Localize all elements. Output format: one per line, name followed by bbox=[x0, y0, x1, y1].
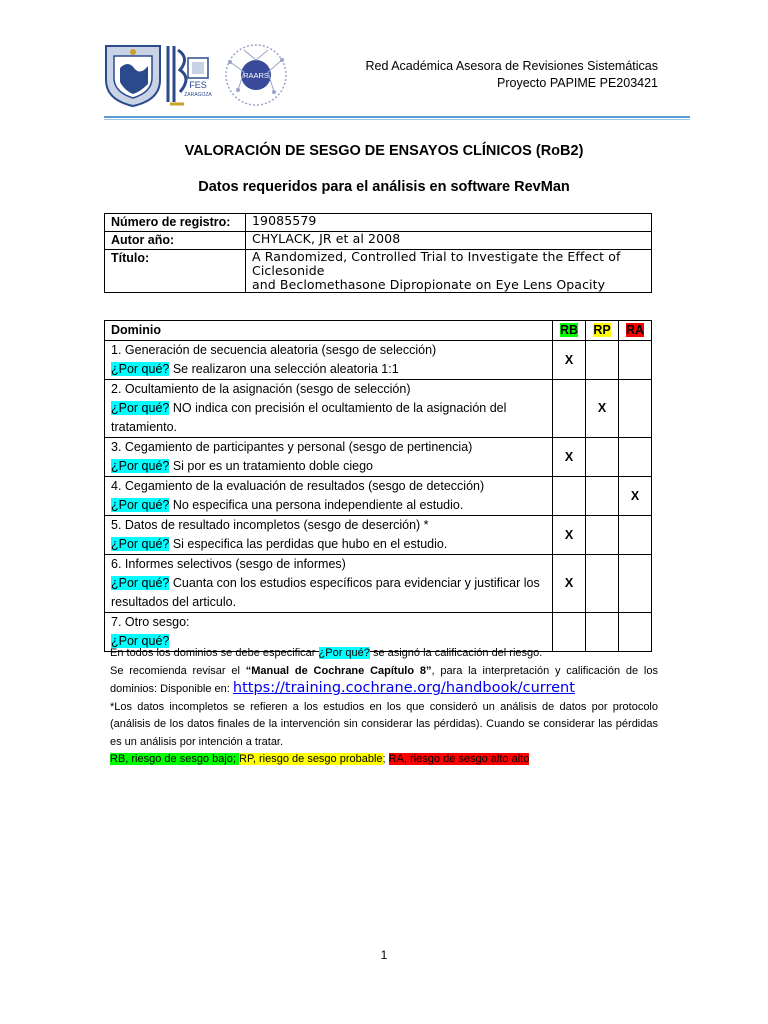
legend-ra: RA, riesgo de sesgo alto alto bbox=[388, 753, 530, 765]
page-number: 1 bbox=[380, 948, 388, 962]
why-label: ¿Por qué? bbox=[111, 362, 170, 376]
domain-cell bbox=[105, 341, 553, 380]
unam-shield-icon bbox=[106, 46, 160, 106]
rp-header-label: RP bbox=[593, 323, 611, 337]
raars-text: RAARS bbox=[243, 71, 269, 80]
domain-reason bbox=[111, 399, 546, 437]
author-year-value: CHYLACK, JR et al 2008 bbox=[246, 232, 652, 250]
rb-header-label: RB bbox=[559, 323, 579, 337]
domain-title: 1. Generación de secuencia aleatoria (sesgo de selección) bbox=[111, 343, 437, 357]
domain-title: 4. Cegamiento de la evaluación de resultados (sesgo de detección) bbox=[111, 479, 485, 493]
domain-row-3 bbox=[105, 438, 652, 477]
why-label: ¿Por qué? bbox=[111, 634, 170, 648]
rb-column-header bbox=[553, 321, 586, 341]
note-line-1 bbox=[110, 645, 658, 663]
ra-mark bbox=[619, 341, 652, 380]
study-title-value bbox=[246, 250, 652, 293]
raars-network-logo-icon bbox=[226, 45, 286, 105]
rp-mark bbox=[586, 555, 619, 613]
domain-row-2 bbox=[105, 380, 652, 438]
cochrane-handbook-link[interactable]: https://training.cochrane.org/handbook/current bbox=[232, 680, 575, 696]
note-incomplete-data: *Los datos incompletos se refieren a los estudios en los que consideró un análisis de datos por protocolo (análisis de los datos finales de la intervención sin considerar las pérdidas). Cuando se considerar las pérdidas es un análisis por intención a tratar. bbox=[110, 700, 658, 748]
study-title-line-3: and Beclomethasone Dipropionate on Eye Lens Opacity bbox=[252, 277, 606, 292]
fes-zaragoza-logo-icon bbox=[168, 46, 212, 104]
registry-row-author bbox=[105, 232, 652, 250]
study-title-line-1: A Randomized, Controlled Trial to Investigate the Effect of bbox=[252, 249, 621, 264]
header-line-1: Red Académica Asesora de Revisiones Sistemáticas bbox=[365, 59, 658, 73]
rb-mark bbox=[553, 380, 586, 438]
domain-row-6 bbox=[105, 555, 652, 613]
rb-mark: X bbox=[553, 438, 586, 477]
legend-rp: RP, riesgo de sesgo probable bbox=[239, 753, 383, 765]
notes-section bbox=[110, 645, 658, 769]
domain-table bbox=[104, 320, 652, 652]
rp-mark: X bbox=[586, 380, 619, 438]
ra-column-header bbox=[619, 321, 652, 341]
registry-row-title bbox=[105, 250, 652, 293]
rb-mark: X bbox=[553, 516, 586, 555]
domain-reason bbox=[111, 360, 546, 379]
reason-text: Se realizaron una selección aleatoria 1:1 bbox=[169, 362, 399, 376]
reason-text: Si por es un tratamiento doble ciego bbox=[169, 459, 373, 473]
ra-mark: X bbox=[619, 477, 652, 516]
registry-row-number bbox=[105, 214, 652, 232]
domain-reason bbox=[111, 457, 546, 476]
ra-mark bbox=[619, 438, 652, 477]
main-title: VALORACIÓN DE SESGO DE ENSAYOS CLÍNICOS (RoB2) bbox=[184, 143, 584, 159]
registry-number-value: 19085579 bbox=[246, 214, 652, 232]
domain-cell bbox=[105, 477, 553, 516]
domain-cell bbox=[105, 555, 553, 613]
why-label: ¿Por qué? bbox=[111, 401, 170, 415]
domain-title: 5. Datos de resultado incompletos (sesgo de deserción) * bbox=[111, 518, 429, 532]
note-2-text: Se recomienda revisar el bbox=[110, 664, 246, 677]
header-text bbox=[365, 58, 658, 92]
rp-column-header bbox=[586, 321, 619, 341]
rp-mark bbox=[586, 477, 619, 516]
page-header bbox=[0, 0, 768, 125]
reason-text: Si especifica las perdidas que hubo en el estudio. bbox=[169, 537, 448, 551]
ra-mark bbox=[619, 555, 652, 613]
ra-mark bbox=[619, 516, 652, 555]
why-label: ¿Por qué? bbox=[111, 459, 170, 473]
note-1-why: ¿Por qué? bbox=[318, 647, 370, 659]
registry-number-label: Número de registro: bbox=[105, 214, 246, 232]
domain-column-header: Dominio bbox=[105, 321, 553, 341]
rp-mark bbox=[586, 438, 619, 477]
header-line-2: Proyecto PAPIME PE203421 bbox=[497, 76, 658, 90]
ra-mark bbox=[619, 380, 652, 438]
domain-reason bbox=[111, 535, 546, 554]
domain-title: 2. Ocultamiento de la asignación (sesgo de selección) bbox=[111, 382, 411, 396]
why-label: ¿Por qué? bbox=[111, 498, 170, 512]
domain-title: 6. Informes selectivos (sesgo de informes) bbox=[111, 557, 346, 571]
rb-mark: X bbox=[553, 555, 586, 613]
domain-cell bbox=[105, 380, 553, 438]
domain-title: 3. Cegamiento de participantes y personal (sesgo de pertinencia) bbox=[111, 440, 473, 454]
subtitle: Datos requeridos para el análisis en software RevMan bbox=[198, 179, 570, 195]
rb-mark: X bbox=[553, 341, 586, 380]
note-1-text: En todos los dominios se debe especificar bbox=[110, 647, 319, 659]
rp-mark bbox=[586, 516, 619, 555]
header-rule bbox=[104, 116, 690, 120]
domain-reason bbox=[111, 496, 546, 515]
reason-text: Cuanta con los estudios específicos para evidenciar y justificar los resultados del articulo. bbox=[111, 576, 540, 609]
rp-mark bbox=[586, 341, 619, 380]
domain-cell bbox=[105, 438, 553, 477]
note-1-end: se asignó la calificación del riesgo. bbox=[369, 647, 543, 659]
domain-title: 7. Otro sesgo: bbox=[111, 615, 190, 629]
reason-text: No especifica una persona independiente al estudio. bbox=[169, 498, 464, 512]
institution-logos bbox=[104, 42, 304, 108]
domain-row-1 bbox=[105, 341, 652, 380]
note-line-2 bbox=[110, 663, 658, 699]
domain-cell bbox=[105, 516, 553, 555]
why-label: ¿Por qué? bbox=[111, 537, 170, 551]
why-label: ¿Por qué? bbox=[111, 576, 170, 590]
study-title-label: Título: bbox=[105, 250, 246, 293]
rb-mark bbox=[553, 477, 586, 516]
domain-row-5 bbox=[105, 516, 652, 555]
legend-separator: ; bbox=[382, 753, 389, 765]
domain-table-header bbox=[105, 321, 652, 341]
domain-reason bbox=[111, 574, 546, 612]
reason-text: NO indica con precisión el ocultamiento de la asignación del tratamiento. bbox=[111, 401, 507, 434]
author-year-label: Autor año: bbox=[105, 232, 246, 250]
zaragoza-text: ZARAGOZA bbox=[184, 92, 212, 98]
legend-rb: RB, riesgo de sesgo bajo; bbox=[110, 753, 240, 765]
cochrane-manual-title: “Manual de Cochrane Capítulo 8” bbox=[245, 664, 432, 677]
ra-header-label: RA bbox=[625, 323, 645, 337]
fes-text: FES bbox=[189, 80, 207, 90]
study-title-line-2: Ciclesonide bbox=[252, 263, 325, 278]
registry-table bbox=[104, 213, 652, 293]
domain-row-4 bbox=[105, 477, 652, 516]
risk-legend bbox=[110, 751, 658, 769]
note-2-end: , para la interpretación y calificación de los dominios: Disponible en: bbox=[110, 664, 658, 695]
